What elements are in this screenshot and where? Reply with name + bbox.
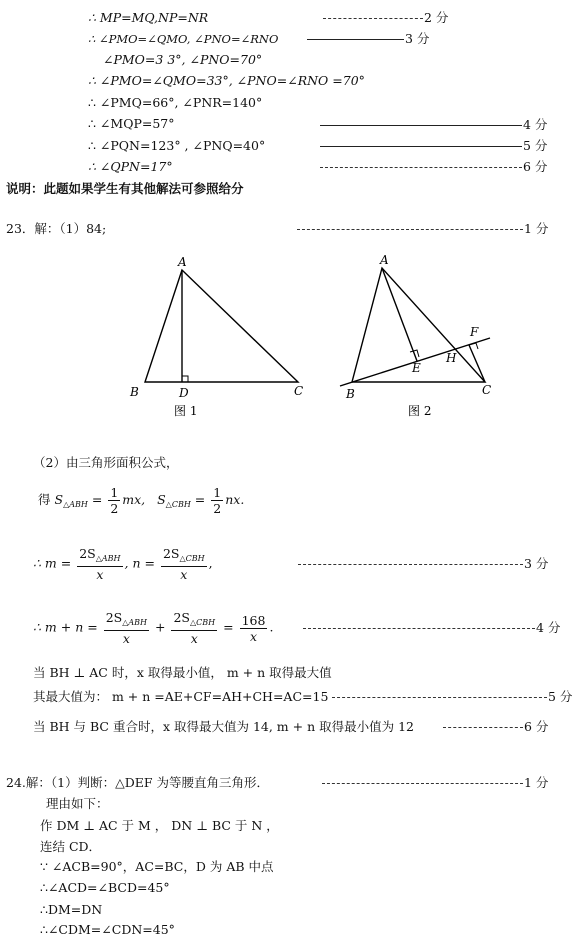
score-leader [320,146,522,147]
proof-line-8: ∴ ∠QPN=17° [88,159,173,174]
q24-line-3: ∵ ∠ACB=90°，AC=BC，D 为 AB 中点 [40,859,274,874]
score-leader [332,697,547,698]
q24-heading: 24.解：（1）判断：△DEF 为等腰直角三角形． [6,775,269,790]
x-den: x [249,628,258,644]
score-leader [322,783,523,784]
score-label: 2 分 [424,10,449,25]
q24-reason: 理由如下： [46,796,109,811]
m-plus-n-formula [33,610,273,646]
fig2-label-f: F [470,325,479,339]
equals-sign: = [91,492,103,507]
m-fraction [77,546,122,582]
proof-line-2: ∴ ∠PMO=∠QMO, ∠PNO=∠RNO [88,32,279,46]
score-leader [307,39,404,40]
q24-line-4: ∴∠ACD=∠BCD=45° [40,880,170,895]
fig1-caption: 图 1 [174,404,198,418]
proof-line-1: ∴ MP=MQ,NP=NR [88,10,209,25]
q24-line-1: 作 DM ⊥ AC 于 M ， DN ⊥ BC 于 N ， [40,818,279,833]
denominator: 2 [213,501,222,516]
score-leader [303,628,535,629]
score-leader [298,564,523,565]
two-s: 2S [162,546,180,561]
score-label: 1 分 [524,775,549,790]
figure-2 [330,250,510,420]
fig2-caption: 图 2 [408,404,432,418]
fig1-label-a: A [178,255,187,269]
two-s: 2S [105,610,123,625]
score-label: 4 分 [523,117,548,132]
n-lhs: , n = [124,555,155,571]
mx-term: mx, [122,492,146,507]
score-label: 5 分 [523,138,548,153]
score-leader [320,125,522,126]
nx-term: nx. [225,492,245,507]
figure-1 [120,250,320,420]
score-label: 6 分 [523,159,548,174]
proof-line-4: ∴ ∠PMO=∠QMO=33°, ∠PNO=∠RNO =70° [88,73,365,88]
two-s: 2S [79,546,96,561]
cbh-fraction [171,610,217,646]
result-fraction [240,613,268,644]
proof-line-5: ∴ ∠PMQ=66°, ∠PNR=140° [88,95,263,110]
x-den: x [190,631,198,646]
comma: , [208,555,213,571]
sub-cbh: △CBH [190,618,216,627]
q23-part2: （2）由三角形面积公式， [33,455,179,470]
numerator: 1 [213,485,222,500]
m-lhs: ∴ m = [33,555,72,571]
fig1-label-c: C [294,384,304,398]
max-value: 其最大值为： m + n =AE+CF=AH+CH=AC=15 [33,689,329,704]
proof-line-3: ∠PMO=3 3°, ∠PNO=70° [103,52,263,67]
score-label: 3 分 [405,31,430,46]
fig2-label-a: A [380,253,389,267]
fig1-label-d: D [179,386,189,400]
score-label: 3 分 [524,556,549,571]
proof-line-7: ∴ ∠PQN=123° , ∠PNQ=40° [88,138,266,153]
score-label: 4 分 [536,620,561,635]
fig2-label-h: H [446,351,457,365]
half-fraction [108,485,120,516]
sub-abh: △ABH [63,500,88,509]
area-formula [38,484,244,521]
abh-fraction [104,610,149,646]
equals-sign: = [194,492,206,507]
min-condition: 当 BH ⊥ AC 时，x 取得最小值， m + n 取得最大值 [33,665,332,680]
mn-lhs: ∴ m + n = [33,619,98,635]
fig2-label-c: C [482,383,492,397]
fig2-label-b: B [346,387,355,401]
x-den: x [180,567,188,582]
sub-abh: △ABH [95,554,121,563]
q24-line-5: ∴DM=DN [40,902,103,917]
sub-cbh: △CBH [179,554,205,563]
grading-note: 说明：此题如果学生有其他解法可参照给分 [6,181,244,196]
plus-sign: + [155,619,166,635]
denominator: 2 [110,501,119,516]
x-den: x [96,567,104,582]
score-label: 6 分 [524,719,549,734]
proof-line-6: ∴ ∠MQP=57° [88,116,175,131]
q23-heading: 23．解：（1）84; [6,221,107,236]
period: . [269,619,274,635]
fig2-label-e: E [412,361,421,375]
get-label: 得 [38,492,51,507]
s-symbol: S [157,492,166,507]
score-leader [320,167,522,168]
two-s: 2S [173,610,190,625]
n-fraction [161,546,207,582]
score-label: 5 分 [548,689,573,704]
score-leader [443,727,523,728]
fig1-label-b: B [130,385,139,399]
q24-line-6: ∴∠CDM=∠CDN=45° [40,922,175,937]
half-fraction [211,485,223,516]
s-symbol: S [54,492,64,507]
equals-sign: = [223,619,234,635]
score-label: 1 分 [524,221,549,236]
mn-formula [33,546,213,582]
sub-cbh: △CBH [165,500,191,509]
coincide-condition: 当 BH 与 BC 重合时，x 取得最大值为 14, m + n 取得最小值为 12 [33,719,414,734]
score-leader [323,18,423,19]
sub-abh: △ABH [122,618,148,627]
numerator: 1 [110,485,119,500]
q24-line-2: 连结 CD． [40,839,102,854]
x-den: x [122,631,130,646]
score-leader [297,229,523,230]
numerator: 168 [241,612,266,628]
